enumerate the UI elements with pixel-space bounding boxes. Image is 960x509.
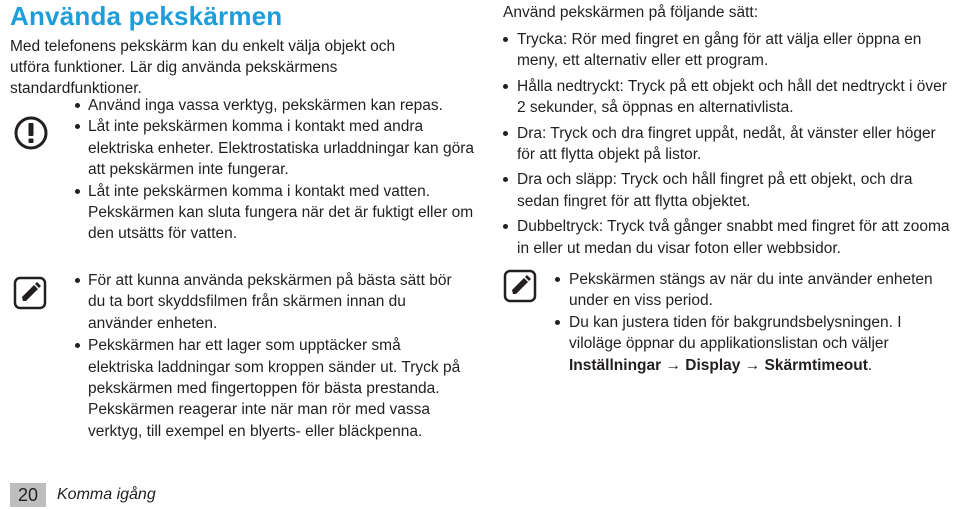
page-title: Använda pekskärmen	[10, 1, 283, 31]
list-item: Dra: Tryck och dra fingret uppåt, nedåt, åt vänster eller höger för att flytta objekt på listor.	[503, 123, 958, 166]
list-item: Pekskärmen stängs av när du inte använder enheten under en viss period.	[555, 269, 955, 312]
note-list	[75, 270, 470, 442]
menu-path-screen-timeout: Skärmtimeout	[764, 356, 868, 374]
usage-list	[503, 29, 958, 259]
arrow-1: →	[665, 356, 681, 374]
note-icon	[503, 269, 537, 308]
section-name: Komma igång	[57, 486, 156, 503]
right-column	[503, 0, 958, 374]
arrow-2: →	[744, 356, 761, 374]
page-number: 20	[10, 483, 46, 507]
page-footer	[10, 483, 156, 507]
list-item: Låt inte pekskärmen komma i kontakt med vatten. Pekskärmen kan sluta fungera när det är fuktigt eller om den utsätts för vatten.	[75, 181, 475, 245]
left-column	[10, 0, 480, 440]
list-item: Låt inte pekskärmen komma i kontakt med andra elektriska enheter. Elektrostatiska urladdningar kan göra att pekskärmen inte fungerar.	[75, 116, 475, 180]
list-item	[555, 312, 955, 376]
note-icon	[13, 276, 47, 315]
list-item: Trycka: Rör med fingret en gång för att välja eller öppna en meny, ett alternativ eller ett program.	[503, 29, 958, 72]
warning-list	[75, 95, 475, 245]
warning-icon	[14, 116, 48, 155]
list-item: Använd inga vassa verktyg, pekskärmen kan repas.	[75, 95, 475, 116]
usage-intro: Använd pekskärmen på följande sätt:	[503, 4, 759, 21]
list-item: För att kunna använda pekskärmen på bästa sätt bör du ta bort skyddsfilmen från skärmen innan du använder enheten.	[75, 270, 470, 334]
list-item: Hålla nedtryckt: Tryck på ett objekt och håll det nedtryckt i över 2 sekunder, så öppnas en alternativlista.	[503, 76, 958, 119]
list-item: Pekskärmen har ett lager som upptäcker små elektriska laddningar som kroppen sänder ut. Tryck på pekskärmen med fingertoppen för bästa prestanda. Pekskärmen reagerar inte när man rör med vassa verktyg, till exempel en blyerts- eller bläckpenna.	[75, 335, 470, 442]
menu-path-display: Display	[685, 356, 741, 374]
note-list-right	[555, 269, 955, 376]
note-text: Du kan justera tiden för bakgrundsbelysningen. I viloläge öppnar du applikationslistan och väljer	[569, 313, 902, 353]
intro-paragraph: Med telefonens pekskärm kan du enkelt välja objekt och utföra funktioner. Lär dig använda pekskärmens standardfunktioner.	[10, 38, 396, 97]
list-item: Dra och släpp: Tryck och håll fingret på ett objekt, och dra sedan fingret för att flytta objektet.	[503, 169, 958, 212]
menu-path-settings: Inställningar	[569, 356, 662, 374]
list-item: Dubbeltryck: Tryck två gånger snabbt med fingret för att zooma in eller ut medan du visar foton eller webbsidor.	[503, 216, 958, 259]
period: .	[867, 356, 873, 374]
